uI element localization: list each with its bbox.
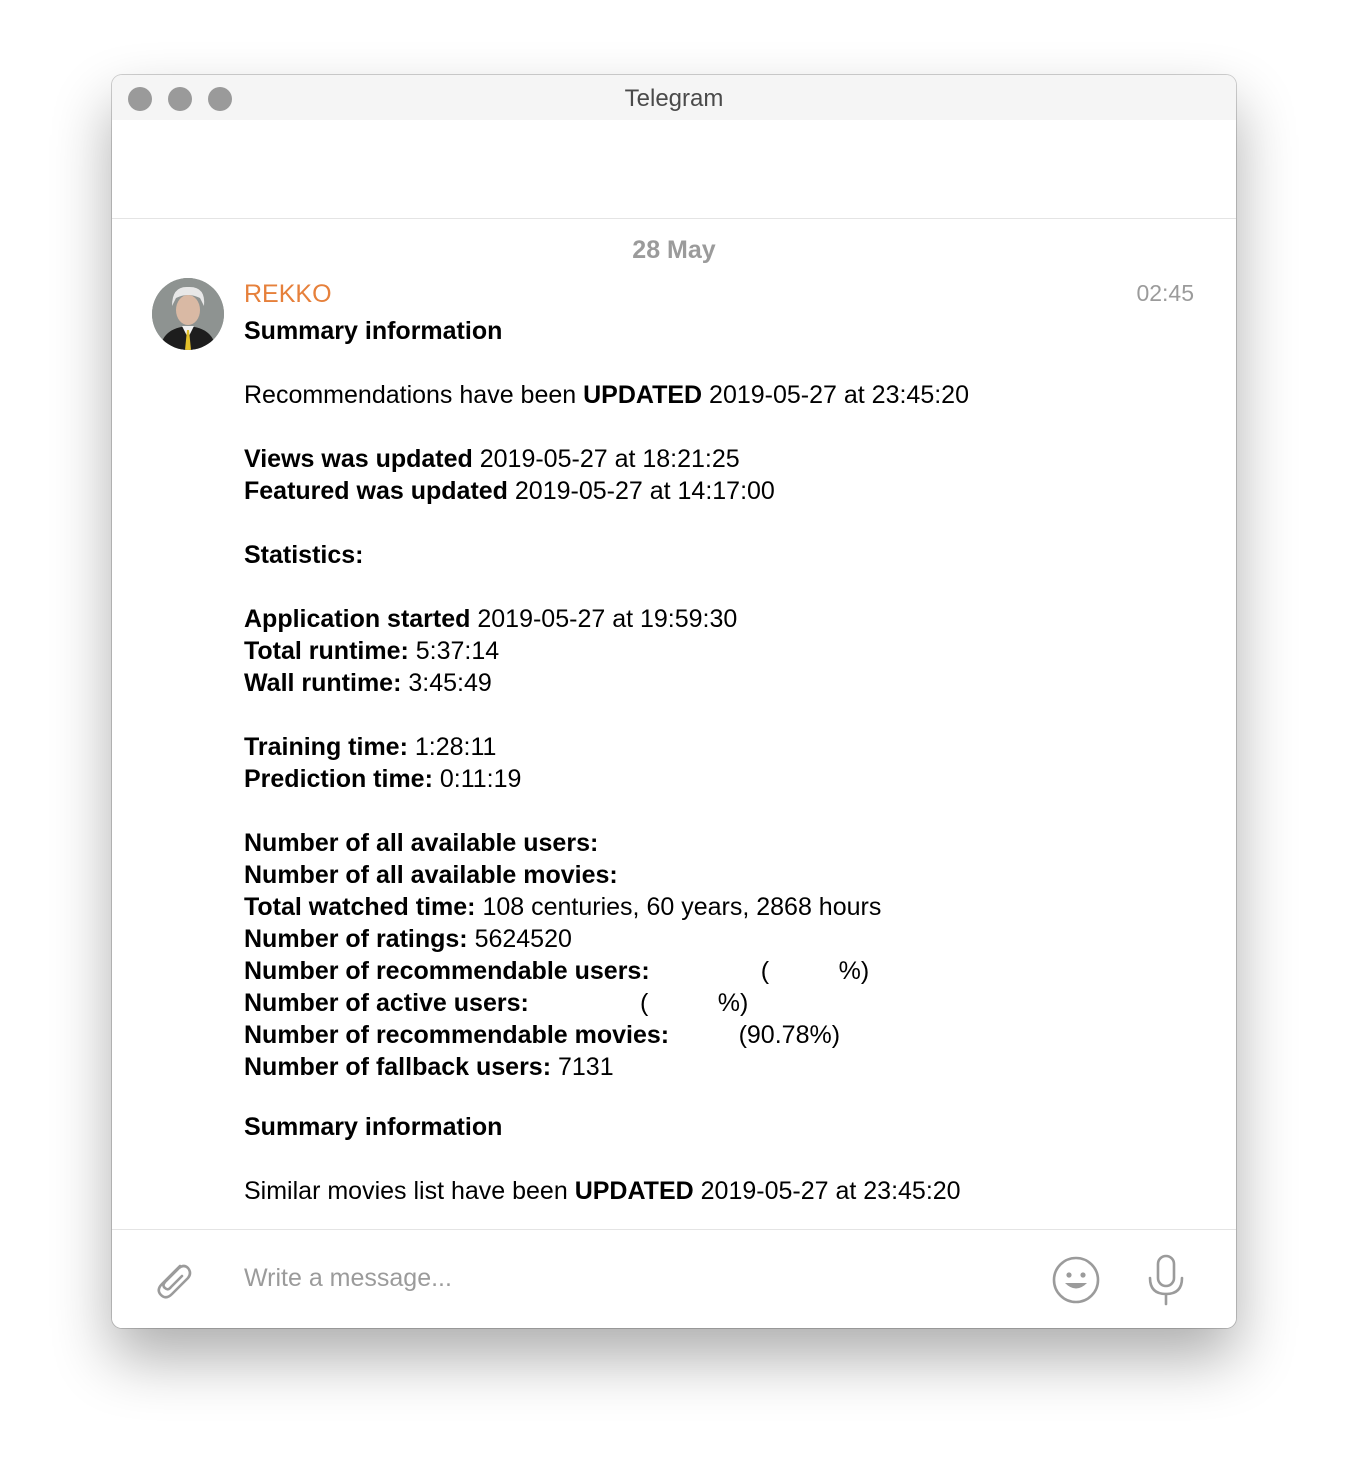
message-line-12: Number of all available movies:	[244, 861, 618, 889]
message-line-16: Number of active users: ( %)	[244, 989, 749, 1017]
date-separator: 28 May	[632, 236, 716, 264]
avatar-image	[152, 278, 224, 350]
chat-header	[112, 120, 1236, 219]
message-line-3: Views was updated 2019-05-27 at 18:21:25	[244, 445, 740, 473]
smiley-icon[interactable]	[1050, 1254, 1102, 1306]
avatar[interactable]	[152, 278, 224, 350]
paperclip-icon[interactable]	[150, 1256, 196, 1302]
telegram-window	[112, 75, 1236, 1328]
message-line-2: Recommendations have been UPDATED 2019-05-27 at 23:45:20	[244, 381, 969, 409]
sender-name[interactable]: REKKO	[244, 280, 332, 308]
message-line-5: Statistics:	[244, 541, 364, 569]
message-line-18: Number of fallback users: 7131	[244, 1053, 614, 1081]
message-line-17: Number of recommendable movies: (90.78%)	[244, 1021, 841, 1049]
message-line-19: Summary information	[244, 1113, 503, 1141]
message-line-15: Number of recommendable users: ( %)	[244, 957, 870, 985]
message-time: 02:45	[1136, 280, 1194, 306]
message-line-10: Prediction time: 0:11:19	[244, 765, 522, 793]
message-input[interactable]: Write a message...	[244, 1264, 452, 1292]
window-title: Telegram	[624, 85, 724, 112]
message-line-4: Featured was updated 2019-05-27 at 14:17:00	[244, 477, 775, 505]
message-line-6: Application started 2019-05-27 at 19:59:30	[244, 605, 738, 633]
message-line-20: Similar movies list have been UPDATED 2019-05-27 at 23:45:20	[244, 1177, 961, 1205]
title-bar	[112, 75, 1236, 120]
message-line-7: Total runtime: 5:37:14	[244, 637, 500, 665]
message-line-14: Number of ratings: 5624520	[244, 925, 572, 953]
message-line-8: Wall runtime: 3:45:49	[244, 669, 492, 697]
message-line-1: Summary information	[244, 317, 503, 345]
message-line-9: Training time: 1:28:11	[244, 733, 497, 761]
message-line-11: Number of all available users:	[244, 829, 599, 857]
message-line-13: Total watched time: 108 centuries, 60 years, 2868 hours	[244, 893, 882, 921]
microphone-icon[interactable]	[1144, 1254, 1188, 1306]
message-composer	[112, 1229, 1236, 1328]
